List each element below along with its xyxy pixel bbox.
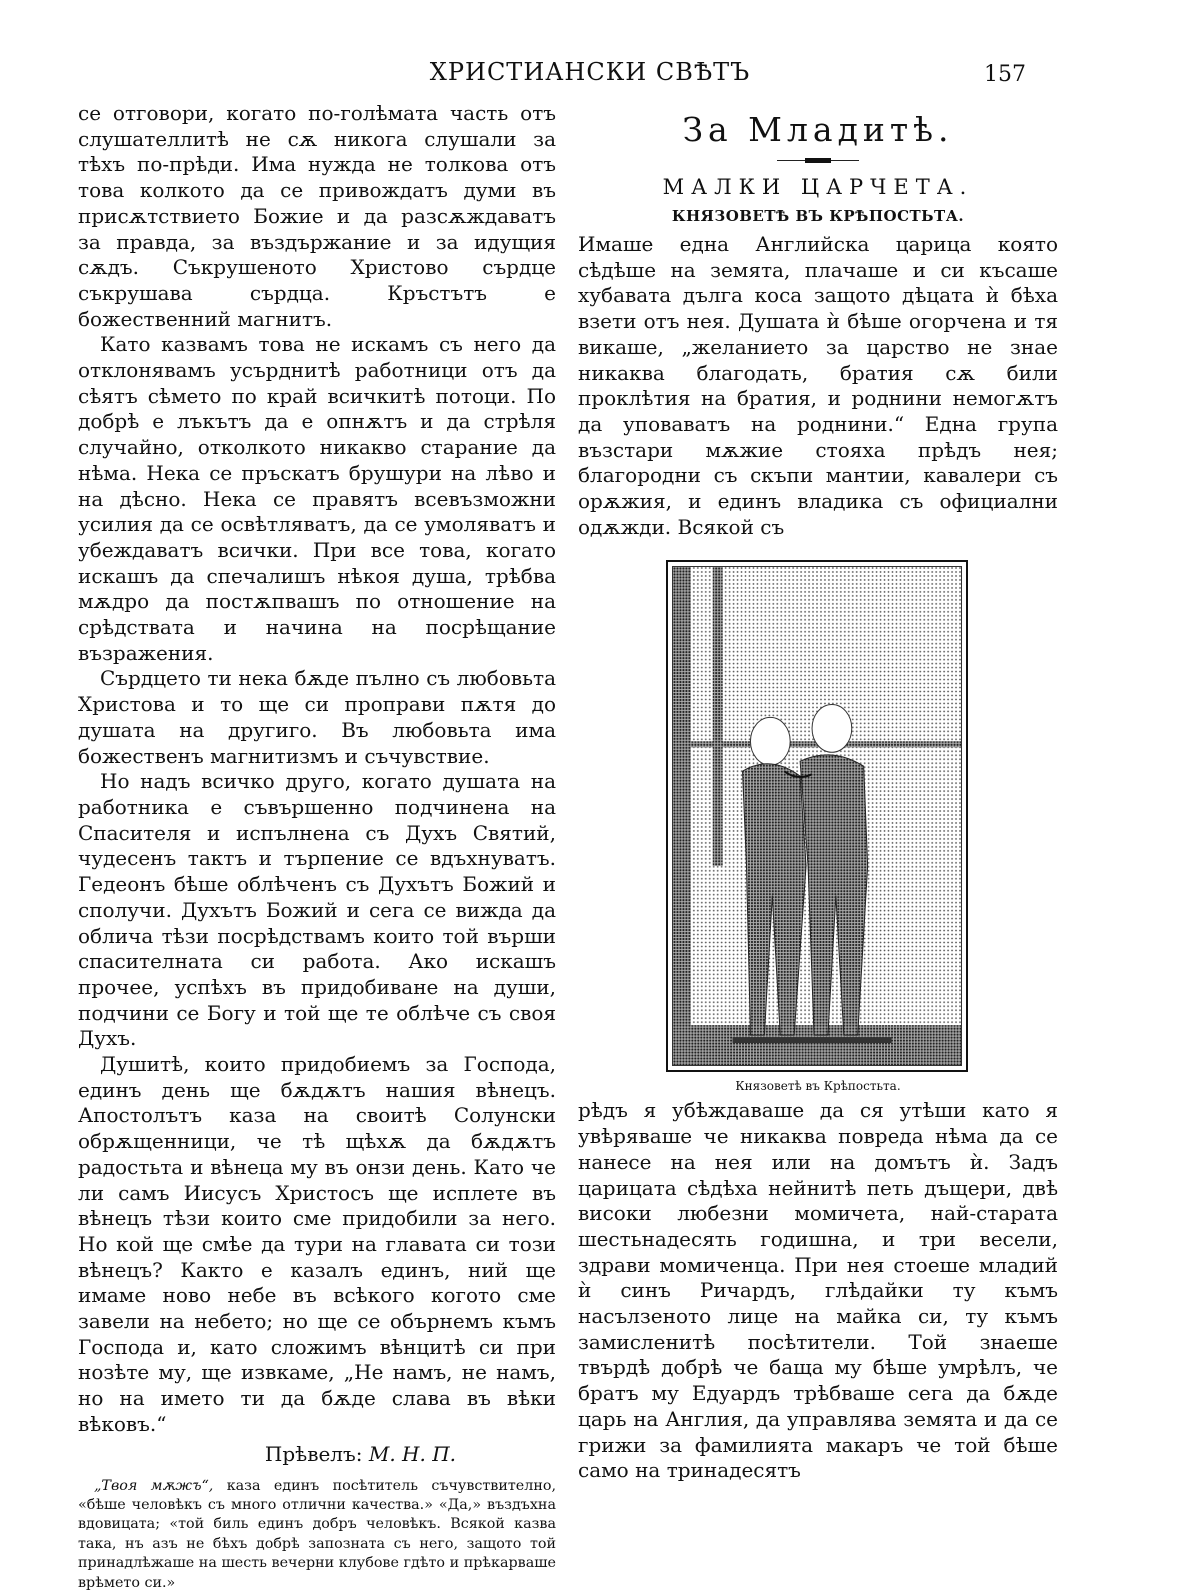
engraving-frame (666, 560, 968, 1072)
article-paragraph: Сърдцето ти нека бѫде пълно съ любовьта Христова и то ще си проправи пѫтя до душата на другиго. Въ любовьта има божественъ магнитизмъ и съчувствие. (78, 666, 556, 768)
engraving-caption: Князоветѣ въ Крѣпостьта. (735, 1079, 901, 1094)
princes-engraving-illustration (673, 567, 961, 1065)
page-number: 157 (984, 62, 1026, 87)
anecdote-footnote (78, 1477, 556, 1593)
signature-label: Прѣвелъ: (264, 1441, 363, 1466)
signature-name: М. Н. П. (368, 1441, 456, 1466)
footnote-text: каза единъ посѣтитель съчувствително, «бѣше человѣкъ съ много отлични качества.» «Да,» въздъхна вдовицата; «той биль единъ добръ человѣкъ. Всякой казва така, нъ азъ не бѣхъ добрѣ запозната съ него, защото той принадлѣжаше на шесть вечерни клубове гдѣто и прѣкарваше врѣмето си.» (78, 1477, 557, 1591)
article-paragraph: се отговори, когато по-голѣмата часть отъ слушателлитѣ не сѫ никога слушали за тѣхъ по-прѣди. Има нужда не толкова отъ това колкото да се привождатъ думи въ присѫтствието Божие и да разсѫждаватъ за правда, за въздържание и за идущия сѫдъ. Съкрушеното Христово сърдце съкрушава сърдца. Кръстътъ е божественний магнитъ. (78, 101, 556, 331)
article-paragraph: Но надъ всичко друго, когато душата на работника е съвършенно подчинена на Спасителя и испълнена съ Духъ Святий, чудесенъ тактъ и търпение се вдъхнуватъ. Гедеонъ бѣше облѣченъ съ Духътъ Божий и сполучи. Духътъ Божий и сега се вижда да облича тѣзи посрѣдствамъ които той върши спасителната си работа. Ако искашъ прочее, успѣхъ въ придобиване на души, подчини се Богу и той ще те облѣче съ своя Духъ. (78, 769, 556, 1051)
right-column (578, 101, 1058, 1484)
engraving-image (672, 566, 962, 1066)
page-header (0, 58, 1187, 92)
story-title: МАЛКИ ЦАРЧЕТА. (662, 175, 974, 199)
section-title: За Младитѣ. (682, 110, 954, 149)
story-subtitle: КНЯЗОВЕТѢ ВЪ КРѢПОСТЬТА. (671, 207, 965, 225)
article-paragraph: Като казвамъ това не искамъ съ него да отклонявамъ усърднитѣ работници отъ да сѣятъ сѣмето по край всичкитѣ потоци. По добрѣ е лъкътъ да е опнѫтъ и да стрѣля случайно, отколкото никакво старание да нѣма. Нека се пръскатъ брушури на лѣво и на дѣсно. Нека се правятъ всевъзможни усилия да се освѣтляватъ, да се умоляватъ и убеждаватъ всички. При все това, когато искашъ да спечалишъ нѣкоя душа, трѣбва мѫдро да постѫпвашъ по отношение на срѣдствата и начина на посрѣщание възражения. (78, 332, 556, 665)
translator-signature (78, 1442, 556, 1467)
article-paragraph: Душитѣ, които придобиемъ за Господа, единъ день ще бѫдѫтъ нашия вѣнецъ. Апостолътъ каза на своитѣ Солунски обрѫщенници, че тѣ щѣхѫ да бѫдѫтъ радостьта и вѣнеца му въ онзи день. Като че ли самъ Иисусъ Христосъ ще исплете въ вѣнецъ тѣзи които сме придобили за него. Но кой ще смѣе да тури на главата си този вѣнецъ? Както е казалъ единъ, ний ще имаме ново небе въ всѣкого когото сме завели на небето; но ще се обърнемъ къмъ Господа и, като сложимъ вѣнцитѣ си при нозѣте му, ще извкаме, „Не намъ, не намъ, но на името ти да бѫде слава въ вѣки вѣковъ.“ (78, 1052, 556, 1436)
story-paragraph: Имаше една Английска царица която сѣдѣше на земята, плачаше и си късаше хубавата дълга коса защото дѣцата ѝ бѣха взети отъ нея. Душата ѝ бѣше огорчена и тя викаше, „желанието за царство не знае никаква благодать, братия сѫ били проклѣтия на братия, и роднини немогѫтъ да уповаватъ на роднини.“ Една група възстари мѫжие стояха прѣдъ нея; благородни съ скъпи мантии, кавалери съ орѫжия, и единъ владика съ официални одѫжди. Всякой съ (578, 232, 1058, 539)
footnote-lead: „Твоя мѫжъ“, (94, 1477, 214, 1494)
ornament-divider (777, 157, 859, 164)
left-column (78, 101, 556, 1593)
running-title: ХРИСТИАНСКИ СВѢТЪ (429, 58, 751, 86)
story-paragraph: рѣдъ я убѣждаваше да ся утѣши като я увѣряваше че никаква повреда нѣма да се нанесе на нея или на домътъ ѝ. Задъ царицата сѣдѣха нейнитѣ петь дъщери, двѣ високи любезни момичета, най-старата шестьнадесять годишна, и три весели, здрави момиченца. При нея стоеше младий ѝ синъ Ричардъ, глѣдайки ту къмъ насълзеното лице на майка си, ту къмъ замисленитѣ посѣтители. Той знаеше твърдѣ добрѣ че баща му бѣше умрѣлъ, че братъ му Едуардъ трѣбваше сега да бѫде царь на Англия, да управлява земята и да се грижи за фамилията макаръ че той бѣше само на тринадесятъ (578, 1098, 1058, 1483)
